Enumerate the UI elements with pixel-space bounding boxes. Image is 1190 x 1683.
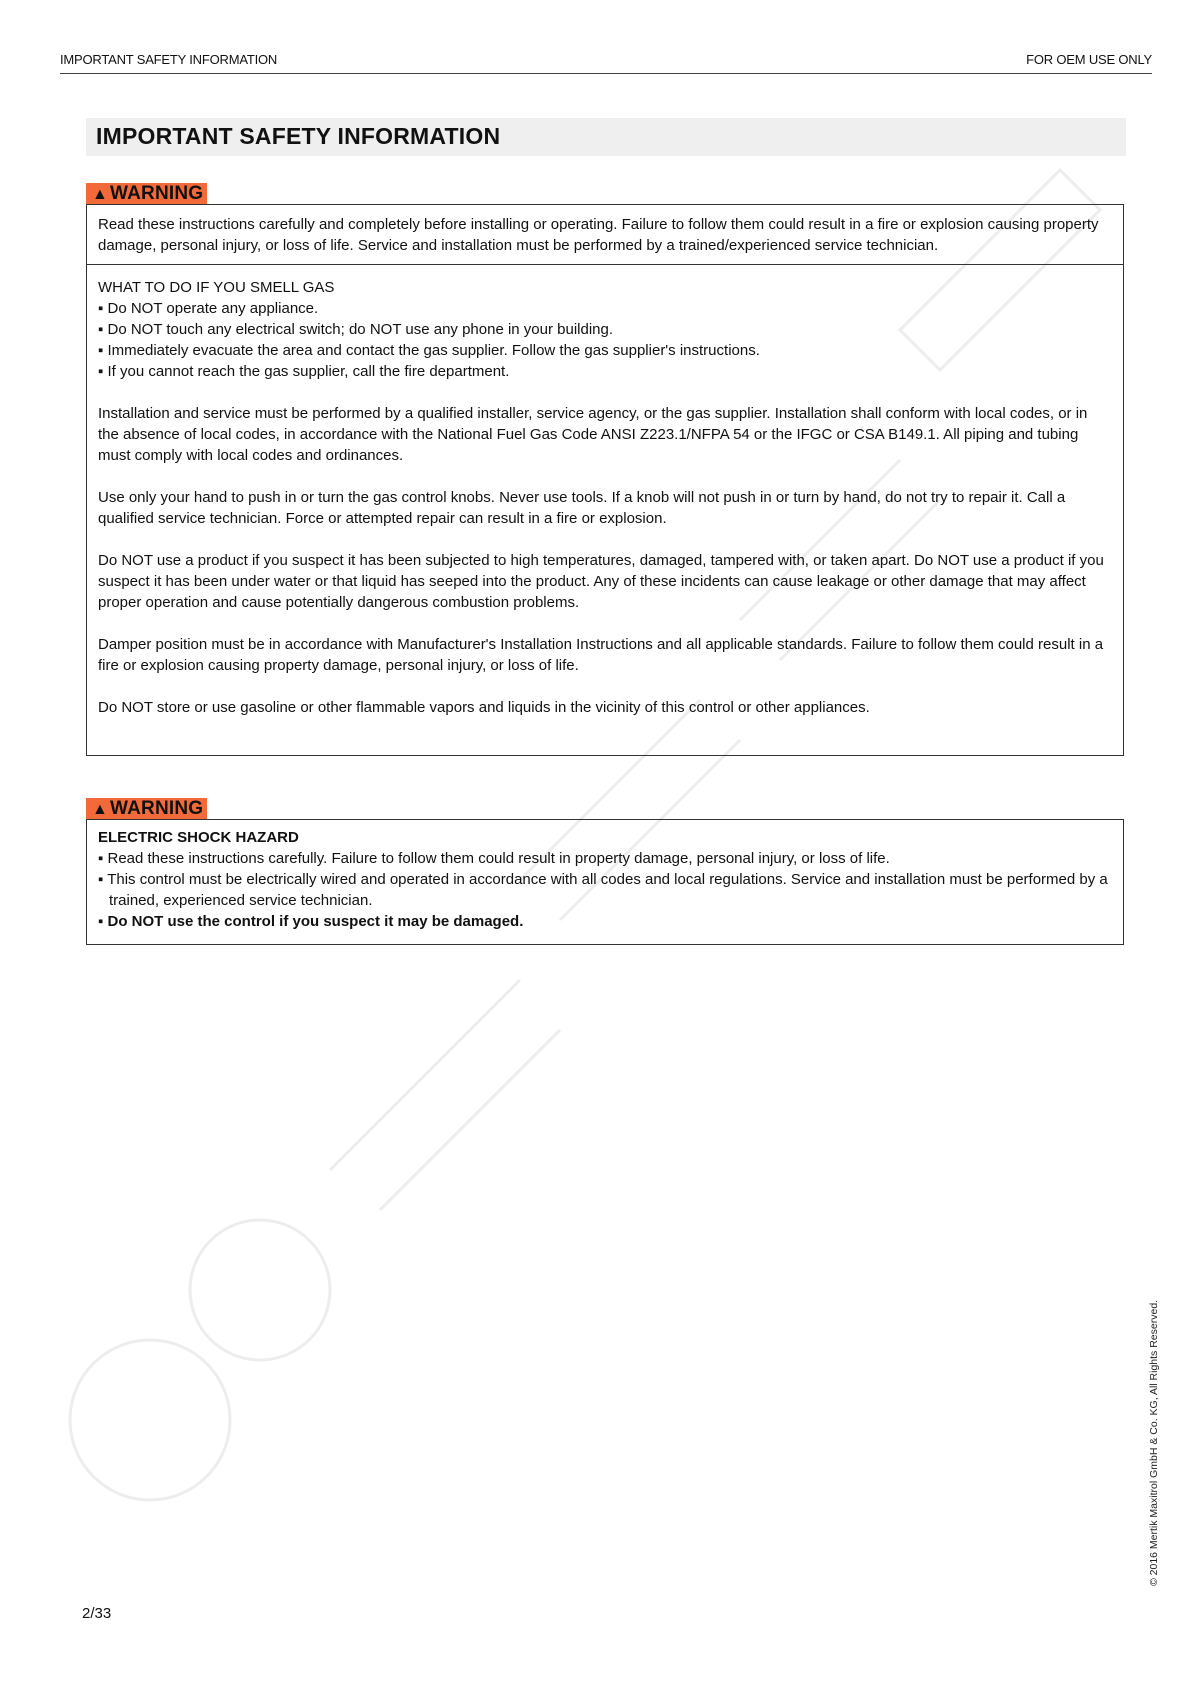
gas-item: ▪ If you cannot reach the gas supplier, call the fire department. bbox=[98, 363, 510, 380]
electric-item: ▪ Do NOT use the control if you suspect it may be damaged. bbox=[98, 913, 524, 930]
gas-item: ▪ Do NOT touch any electrical switch; do NOT use any phone in your building. bbox=[98, 321, 614, 338]
electric-section bbox=[87, 820, 1123, 932]
paragraph-gasoline: Do NOT store or use gasoline or other flammable vapors and liquids in the vicinity of this control or other appliances. bbox=[98, 699, 870, 716]
warning-triangle-icon: ▲ bbox=[92, 801, 109, 818]
header-oem-note: FOR OEM USE ONLY bbox=[1026, 52, 1152, 67]
header-rule bbox=[60, 73, 1152, 74]
electric-item: ▪ This control must be electrically wired and operated in accordance with all codes and local regulations. Service and installation must be performed by a trained, experienced service technician. bbox=[98, 871, 1108, 909]
warning-label-text: WARNING bbox=[110, 798, 204, 819]
warning-box-2 bbox=[86, 819, 1124, 945]
gas-item: ▪ Do NOT operate any appliance. bbox=[98, 300, 319, 317]
warning-intro bbox=[87, 205, 1123, 264]
electric-item: ▪ Read these instructions carefully. Failure to follow them could result in property damage, personal injury, or loss of life. bbox=[98, 850, 890, 867]
header-section-title: IMPORTANT SAFETY INFORMATION bbox=[60, 52, 278, 67]
gas-item: ▪ Immediately evacuate the area and contact the gas supplier. Follow the gas supplier's instructions. bbox=[98, 342, 760, 359]
gas-section bbox=[87, 265, 1123, 382]
gas-heading: WHAT TO DO IF YOU SMELL GAS bbox=[98, 279, 335, 296]
warning-box-1 bbox=[86, 204, 1124, 756]
warning-intro-text: Read these instructions carefully and completely before installing or operating. Failure to follow them could result in a fire or explosion causing property damage, personal injury, or loss of life. Service and installation must be performed by a trained/experienced service technician. bbox=[98, 216, 1099, 254]
warning-paragraphs bbox=[87, 382, 1123, 718]
copyright-notice: © 2016 Mertik Maxitrol GmbH & Co. KG, All Rights Reserved. bbox=[1148, 1299, 1160, 1586]
paragraph-damage: Do NOT use a product if you suspect it has been subjected to high temperatures, damaged, tampered with, or taken apart. Do NOT use a product if you suspect it has been under water or that liquid has seeped into the product. Any of these incidents can cause leakage or other damage that may affect proper operation and cause potentially dangerous combustion problems. bbox=[98, 552, 1104, 611]
electric-heading: ELECTRIC SHOCK HAZARD bbox=[98, 829, 299, 846]
warning-triangle-icon: ▲ bbox=[92, 186, 109, 203]
warning-label-1 bbox=[86, 183, 207, 204]
paragraph-knobs: Use only your hand to push in or turn the gas control knobs. Never use tools. If a knob will not push in or turn by hand, do not try to repair it. Call a qualified service technician. Force or attempted repair can result in a fire or explosion. bbox=[98, 489, 1066, 527]
paragraph-damper: Damper position must be in accordance with Manufacturer's Installation Instructions and all applicable standards. Failure to follow them could result in a fire or explosion causing property damage, personal injury, or loss of life. bbox=[98, 636, 1104, 674]
warning-label-2 bbox=[86, 798, 207, 819]
warning-label-text: WARNING bbox=[110, 183, 204, 204]
page-number: 2/33 bbox=[82, 1605, 112, 1622]
page-title: IMPORTANT SAFETY INFORMATION bbox=[96, 123, 501, 149]
paragraph-installation: Installation and service must be performed by a qualified installer, service agency, or the gas supplier. Installation shall conform with local codes, or in the absence of local codes, in accordance with the National Fuel Gas Code ANSI Z223.1/NFPA 54 or the IFGC or CSA B149.1. All piping and tubing must comply with local codes and ordinances. bbox=[98, 405, 1088, 464]
